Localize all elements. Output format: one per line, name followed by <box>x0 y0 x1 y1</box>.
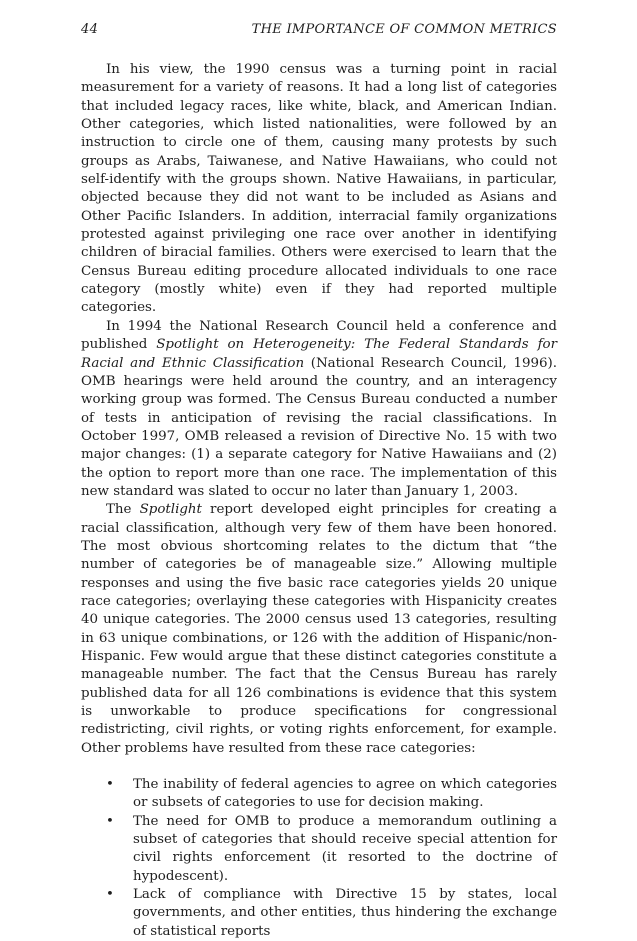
bullet-icon: • <box>106 777 114 793</box>
list-item <box>81 776 557 813</box>
paragraph-text: In 1994 the National Research Council held a conference and published <box>81 318 557 353</box>
list-item <box>81 886 557 941</box>
paragraph: In his view, the 1990 census was a turning point in racial measurement for a variety of reasons. It had a long list of categories that included legacy races, like white, black, and American Indian. Other categories, which listed nationalities, were followed by an instruction to circle one of them, causing many protests by such groups as Arabs, Taiwanese, and Native Hawaiians, who could not self-identify with the groups shown. Native Hawaiians, in particular, objected because they did not want to be included as Asians and Other Pacific Islanders. In addition, interracial family organizations protested against privileging one race over another in identifying children of biracial families. Others were exercised to learn that the Census Bureau editing procedure allocated individuals to one race category (mostly white) even if they had reported multiple categories. <box>81 62 557 316</box>
report-title: Spotlight <box>139 502 202 518</box>
paragraph-text: report developed eight principles for creating a racial classification, although very few of them have been honored. The most obvious shortcoming relates to the dictum that “the number of categories be of manageable size.” Allowing multiple responses and using the five basic race categories yields 20 unique race categories; overlaying these categories with Hispanicity creates 40 unique categories. The 2000 census used 13 categories, resulting in 63 unique combinations, or 126 with the addition of Hispanic/non-Hispanic. Few would argue that these distinct categories constitute a manageable number. The fact that the Census Bureau has rarely published data for all 126 combinations is evidence that this system is unworkable to produce specifications for congressional redistricting, civil rights, or voting rights enforcement, for example. Other problems have resulted from these race categories: <box>81 502 557 756</box>
list-item-text: Lack of compliance with Directive 15 by states, local governments, and other entities, thus hindering the exchange of statistical reports <box>133 887 557 939</box>
bullet-icon: • <box>106 887 114 903</box>
page-number: 44 <box>81 22 99 37</box>
paragraph <box>81 501 557 758</box>
paragraph-text: (National Research Council, 1996). OMB hearings were held around the country, and an interagency working group was formed. The Census Bureau conducted a number of tests in anticipation of revising the racial classifications. In October 1997, OMB released a revision of Directive No. 15 with two major changes: (1) a separate category for Native Hawaiians and (2) the option to report more than one race. The implementation of this new standard was slated to occur no later than January 1, 2003. <box>81 355 557 499</box>
bullet-icon: • <box>106 813 114 829</box>
paragraph-text: The <box>106 502 140 518</box>
list-item <box>81 813 557 886</box>
bullet-list <box>81 776 557 941</box>
page-header <box>81 22 557 42</box>
book-title: Spotlight on Heterogeneity: The Federal Standards for Racial and Ethnic Classification <box>81 337 557 371</box>
body-text <box>81 61 557 941</box>
list-item-text: The need for OMB to produce a memorandum outlining a subset of categories that should receive special attention for civil rights enforcement (it resorted to the doctrine of hypodescent). <box>133 813 557 884</box>
running-head: THE IMPORTANCE OF COMMON METRICS <box>251 22 557 37</box>
paragraph <box>81 318 557 501</box>
list-item-text: The inability of federal agencies to agree on which categories or subsets of categories to use for decision making. <box>133 777 557 811</box>
